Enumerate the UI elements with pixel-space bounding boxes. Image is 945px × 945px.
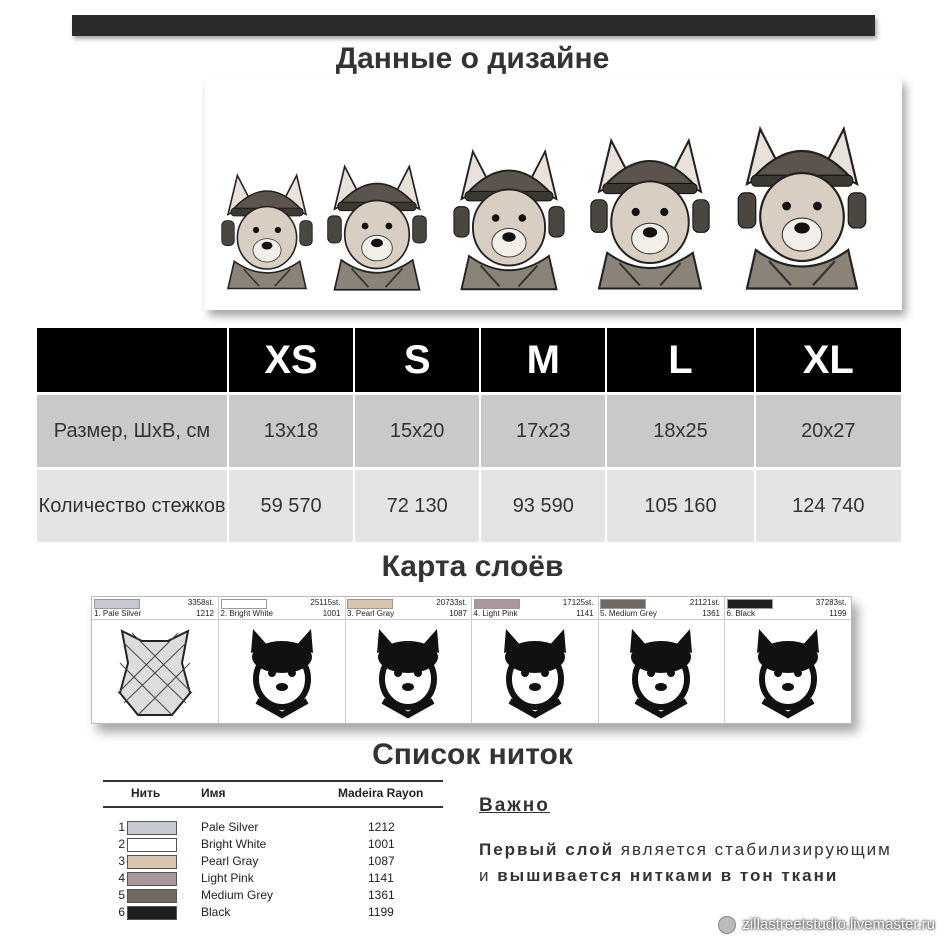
table-row: [37, 469, 901, 543]
layers-title: Карта слоёв: [381, 550, 564, 583]
divider: [598, 619, 724, 620]
col-thread: Нить: [131, 786, 161, 800]
table-cell: 17x23: [480, 394, 606, 469]
row-label: Размер, ШхВ, см: [37, 394, 228, 469]
layer-name: 2. Bright White: [220, 609, 273, 618]
layer-stitches: 3358st.: [187, 598, 214, 607]
logo-icon: [718, 916, 736, 934]
top-bar: [72, 15, 875, 36]
thread-name: Light Pink: [201, 871, 254, 885]
table-cell: 93 590: [480, 469, 606, 543]
divider: [103, 806, 443, 808]
header-size: XS: [228, 328, 354, 394]
dog-s: [328, 167, 427, 290]
layer-swatch: [727, 599, 773, 609]
important-note: [479, 795, 899, 889]
thread-code: 1212: [368, 820, 395, 834]
layer-preview: [365, 623, 451, 719]
header-size: S: [354, 328, 480, 394]
table-cell: 105 160: [606, 469, 754, 543]
dog-xs: [222, 175, 312, 288]
size-table-header: [37, 328, 901, 394]
important-normal: является стабилизирующим и: [479, 840, 892, 885]
thread-name: Bright White: [201, 837, 267, 851]
layer-card: [472, 597, 599, 723]
divider: [92, 619, 218, 620]
important-title: Важно: [479, 795, 550, 816]
thread-row: [103, 837, 443, 854]
table-cell: 15x20: [354, 394, 480, 469]
layer-preview: [492, 623, 578, 719]
layer-name: 1. Pale Silver: [94, 609, 142, 618]
thread-swatch: [127, 838, 177, 852]
layer-code: 1212: [196, 609, 214, 618]
divider: [725, 619, 851, 620]
thread-swatch: [127, 906, 177, 920]
layer-code: 1001: [322, 609, 341, 618]
important-bold-2: вышивается нитками в тон ткани: [497, 866, 839, 885]
header-size: M: [480, 328, 606, 394]
thread-swatch: [127, 821, 177, 835]
layer-card: [725, 597, 851, 723]
thread-list: [103, 780, 443, 930]
thread-row: [103, 854, 443, 871]
thread-num: 5: [118, 888, 125, 902]
thread-name: Pale Silver: [201, 820, 259, 834]
thread-num: 3: [118, 854, 125, 868]
layer-code: 1199: [829, 609, 847, 618]
table-row: [37, 394, 901, 469]
table-cell: 72 130: [354, 469, 480, 543]
layer-card: [598, 597, 725, 723]
dog-l: [591, 141, 709, 289]
threads-title: Список ниток: [372, 738, 573, 771]
col-name: Имя: [201, 786, 226, 800]
layer-card: [345, 597, 472, 723]
layer-name: 5. Medium Grey: [600, 609, 657, 618]
dog-m: [454, 152, 564, 290]
header-size: XL: [755, 328, 901, 394]
layer-swatch: [600, 599, 646, 609]
thread-swatch: [127, 855, 177, 869]
thread-num: 2: [118, 837, 125, 851]
thread-code: 1001: [368, 837, 395, 851]
layer-code: 1361: [702, 609, 720, 618]
thread-row: [103, 871, 443, 888]
thread-code: 1087: [368, 854, 395, 868]
layer-stitches: 25115st.: [310, 598, 341, 607]
thread-code: 1361: [368, 888, 395, 902]
layer-name: 6. Black: [726, 609, 755, 618]
layer-card: [92, 597, 219, 723]
dog-xl: [738, 129, 866, 289]
thread-name: Medium Grey: [201, 888, 274, 902]
size-table: [37, 328, 901, 542]
table-cell: 20x27: [755, 394, 901, 469]
thread-num: 1: [118, 820, 125, 834]
watermark: [718, 916, 935, 934]
layer-code: 1141: [576, 609, 594, 618]
layer-name: 3. Pearl Gray: [347, 609, 395, 618]
layer-name: 4. Light Pink: [473, 609, 518, 618]
table-cell: 124 740: [755, 469, 901, 543]
table-cell: 13x18: [228, 394, 354, 469]
table-cell: 18x25: [606, 394, 754, 469]
important-text: [479, 837, 899, 889]
design-title: Данные о дизайне: [335, 42, 610, 75]
layer-preview: [745, 623, 831, 719]
thread-code: 1141: [368, 871, 394, 885]
layer-swatch: [94, 599, 140, 609]
thread-code: 1199: [368, 905, 394, 919]
layer-swatch: [474, 599, 520, 609]
thread-swatch: [127, 872, 177, 886]
divider: [219, 619, 345, 620]
divider: [345, 619, 471, 620]
divider: [103, 780, 443, 782]
thread-row: [103, 820, 443, 837]
layer-stitches: 21121st.: [689, 598, 720, 607]
layer-stitches: 20733st.: [436, 598, 467, 607]
header-size: L: [606, 328, 754, 394]
layer-preview: [618, 623, 704, 719]
col-brand: Madeira Rayon: [338, 786, 424, 800]
thread-swatch: [127, 889, 177, 903]
layer-swatch: [347, 599, 393, 609]
layer-code: 1087: [449, 609, 467, 618]
layer-card: [219, 597, 346, 723]
header-empty: [37, 328, 228, 394]
thread-name: Black: [201, 905, 231, 919]
thread-num: 6: [118, 905, 125, 919]
thread-num: 4: [118, 871, 125, 885]
layer-stitches: 37283st.: [815, 598, 847, 607]
layer-preview: [112, 623, 198, 719]
table-cell: 59 570: [228, 469, 354, 543]
dog-illustrations: [205, 78, 902, 310]
row-label: Количество стежков: [37, 469, 228, 543]
watermark-text: zillastreetstudio.livemaster.ru: [742, 916, 935, 933]
layer-stitches: 17125st.: [562, 598, 594, 607]
layer-preview: [239, 623, 325, 719]
thread-row: [103, 888, 443, 905]
important-bold-1: Первый слой: [479, 840, 615, 859]
thread-row: [103, 905, 443, 922]
dog-designs-strip: [205, 78, 902, 310]
layer-map: [91, 596, 852, 724]
thread-name: Pearl Gray: [201, 854, 259, 868]
layer-swatch: [221, 599, 267, 609]
divider: [472, 619, 598, 620]
